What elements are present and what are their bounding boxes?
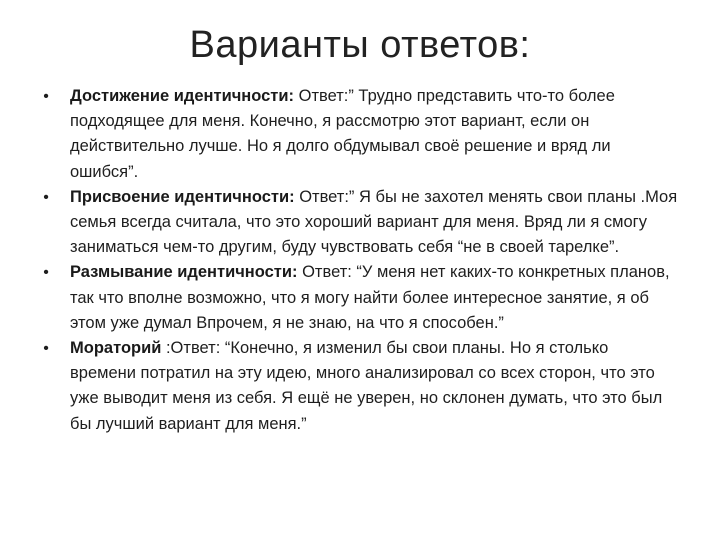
bullet-list xyxy=(38,84,678,437)
item-term: Мораторий xyxy=(70,339,162,358)
bullet-icon: • xyxy=(43,264,49,282)
bullet-icon: • xyxy=(43,340,49,358)
item-term: Достижение идентичности: xyxy=(70,87,295,105)
list-item xyxy=(38,185,678,261)
bullet-icon: • xyxy=(43,88,49,105)
list-item xyxy=(38,84,678,185)
list-item xyxy=(38,336,678,437)
item-text: Ответ:” Трудно представить что-то более подходящее для меня. Конечно, я рассмотрю этот вариант, если он действительно лучше. Но я долго обдумывал своё решение и вряд ли ошибся”. xyxy=(70,87,615,181)
bullet-icon: • xyxy=(43,188,49,206)
item-text: Ответ: “У меня нет каких-то конкретных планов, так что вполне возможно, что я могу найти более интересное занятие, я об этом уже думал Впрочем, я не знаю, на что я способен.” xyxy=(70,263,670,332)
item-text: :Ответ: “Конечно, я изменил бы свои планы. Но я столько времени потратил на эту идею, много анализировал со всех сторон, что это уже выводит меня из себя. Я ещё не уверен, но склонен думать, что это был бы лучший вариант для меня.” xyxy=(70,339,663,433)
item-term: Размывание идентичности: xyxy=(70,263,298,282)
item-text: Ответ:” Я бы не захотел менять свои планы .Моя семья всегда считала, что это хороший вариант для меня. Вряд ли я смогу заниматься чем-то другим, буду чувствовать себя “не в своей тарелке”. xyxy=(70,187,678,257)
list-item xyxy=(38,260,678,336)
slide-title: Варианты ответов: xyxy=(189,24,531,66)
item-term: Присвоение идентичности: xyxy=(70,187,295,206)
